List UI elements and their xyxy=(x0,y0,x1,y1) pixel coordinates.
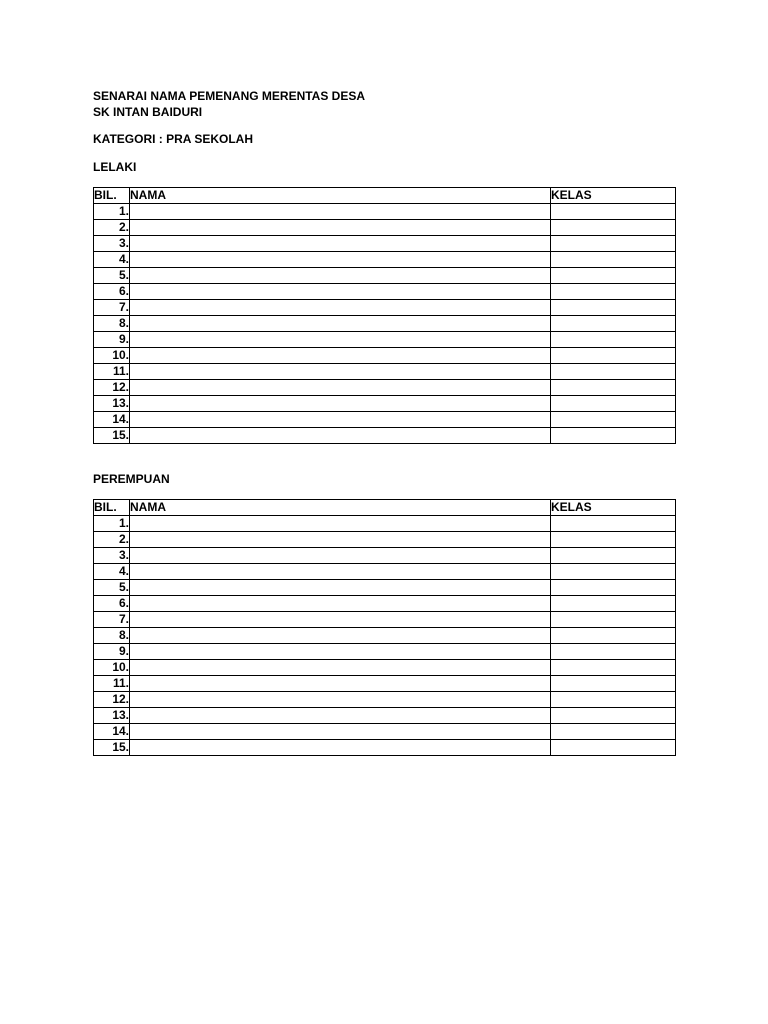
class-cell xyxy=(551,412,676,428)
name-cell xyxy=(130,580,551,596)
row-number-cell: 3. xyxy=(94,548,130,564)
table-row xyxy=(94,412,676,428)
class-cell xyxy=(551,692,676,708)
row-number-cell: 5. xyxy=(94,268,130,284)
class-cell xyxy=(551,300,676,316)
column-header-nama: NAMA xyxy=(130,500,551,516)
name-cell xyxy=(130,284,551,300)
row-number-cell: 9. xyxy=(94,644,130,660)
name-cell xyxy=(130,612,551,628)
table-row xyxy=(94,316,676,332)
row-number-cell: 13. xyxy=(94,708,130,724)
row-number-cell: 8. xyxy=(94,628,130,644)
name-cell xyxy=(130,252,551,268)
name-cell xyxy=(130,220,551,236)
row-number-cell: 4. xyxy=(94,564,130,580)
table-row xyxy=(94,252,676,268)
name-cell xyxy=(130,348,551,364)
class-cell xyxy=(551,580,676,596)
document-page xyxy=(93,88,675,756)
table-row xyxy=(94,236,676,252)
name-cell xyxy=(130,396,551,412)
column-header-bil: BIL. xyxy=(94,500,130,516)
table-row xyxy=(94,628,676,644)
table-row xyxy=(94,300,676,316)
row-number-cell: 6. xyxy=(94,284,130,300)
class-cell xyxy=(551,708,676,724)
name-cell xyxy=(130,596,551,612)
name-cell xyxy=(130,628,551,644)
table-body xyxy=(94,516,676,756)
class-cell xyxy=(551,220,676,236)
row-number-cell: 14. xyxy=(94,724,130,740)
class-cell xyxy=(551,284,676,300)
name-cell xyxy=(130,708,551,724)
name-cell xyxy=(130,204,551,220)
row-number-cell: 7. xyxy=(94,300,130,316)
class-cell xyxy=(551,204,676,220)
table-row xyxy=(94,284,676,300)
class-cell xyxy=(551,396,676,412)
category-label: KATEGORI : PRA SEKOLAH xyxy=(93,132,254,146)
row-number-cell: 14. xyxy=(94,412,130,428)
table-row xyxy=(94,268,676,284)
class-cell xyxy=(551,564,676,580)
class-cell xyxy=(551,596,676,612)
document-title: SENARAI NAMA PEMENANG MERENTAS DESA xyxy=(93,89,366,103)
row-number-cell: 12. xyxy=(94,380,130,396)
class-cell xyxy=(551,252,676,268)
column-header-bil: BIL. xyxy=(94,188,130,204)
class-cell xyxy=(551,428,676,444)
class-cell xyxy=(551,612,676,628)
table-row xyxy=(94,516,676,532)
row-number-cell: 7. xyxy=(94,612,130,628)
name-cell xyxy=(130,412,551,428)
row-number-cell: 12. xyxy=(94,692,130,708)
table-row xyxy=(94,332,676,348)
row-number-cell: 2. xyxy=(94,220,130,236)
table-row xyxy=(94,380,676,396)
table-row xyxy=(94,396,676,412)
name-cell xyxy=(130,724,551,740)
table-row xyxy=(94,564,676,580)
class-cell xyxy=(551,364,676,380)
class-cell xyxy=(551,348,676,364)
name-cell xyxy=(130,692,551,708)
class-cell xyxy=(551,724,676,740)
winners-table-perempuan xyxy=(93,499,676,756)
table-row xyxy=(94,348,676,364)
class-cell xyxy=(551,332,676,348)
class-cell xyxy=(551,236,676,252)
class-cell xyxy=(551,676,676,692)
table-header-row xyxy=(94,188,676,204)
class-cell xyxy=(551,316,676,332)
name-cell xyxy=(130,316,551,332)
class-cell xyxy=(551,548,676,564)
name-cell xyxy=(130,428,551,444)
name-cell xyxy=(130,516,551,532)
winners-table-lelaki xyxy=(93,187,676,444)
name-cell xyxy=(130,236,551,252)
column-header-nama: NAMA xyxy=(130,188,551,204)
table-row xyxy=(94,220,676,236)
table-row xyxy=(94,204,676,220)
table-row xyxy=(94,612,676,628)
row-number-cell: 3. xyxy=(94,236,130,252)
row-number-cell: 10. xyxy=(94,348,130,364)
table-row xyxy=(94,708,676,724)
name-cell xyxy=(130,332,551,348)
row-number-cell: 8. xyxy=(94,316,130,332)
class-cell xyxy=(551,740,676,756)
table-row xyxy=(94,676,676,692)
table-row xyxy=(94,596,676,612)
class-cell xyxy=(551,644,676,660)
table-row xyxy=(94,740,676,756)
row-number-cell: 9. xyxy=(94,332,130,348)
row-number-cell: 6. xyxy=(94,596,130,612)
name-cell xyxy=(130,300,551,316)
table-row xyxy=(94,660,676,676)
table-row xyxy=(94,428,676,444)
class-cell xyxy=(551,532,676,548)
table-row xyxy=(94,548,676,564)
row-number-cell: 2. xyxy=(94,532,130,548)
table-row xyxy=(94,692,676,708)
section-heading-lelaki: LELAKI xyxy=(93,160,137,174)
table-row xyxy=(94,532,676,548)
row-number-cell: 1. xyxy=(94,204,130,220)
row-number-cell: 11. xyxy=(94,364,130,380)
name-cell xyxy=(130,676,551,692)
row-number-cell: 5. xyxy=(94,580,130,596)
class-cell xyxy=(551,628,676,644)
name-cell xyxy=(130,364,551,380)
row-number-cell: 4. xyxy=(94,252,130,268)
row-number-cell: 13. xyxy=(94,396,130,412)
name-cell xyxy=(130,548,551,564)
table-row xyxy=(94,580,676,596)
name-cell xyxy=(130,740,551,756)
row-number-cell: 1. xyxy=(94,516,130,532)
name-cell xyxy=(130,380,551,396)
class-cell xyxy=(551,516,676,532)
class-cell xyxy=(551,268,676,284)
school-name: SK INTAN BAIDURI xyxy=(93,105,203,119)
section-heading-perempuan: PEREMPUAN xyxy=(93,472,170,486)
name-cell xyxy=(130,268,551,284)
name-cell xyxy=(130,564,551,580)
table-row xyxy=(94,724,676,740)
name-cell xyxy=(130,660,551,676)
row-number-cell: 15. xyxy=(94,428,130,444)
name-cell xyxy=(130,532,551,548)
column-header-kelas: KELAS xyxy=(551,188,676,204)
table-row xyxy=(94,644,676,660)
row-number-cell: 15. xyxy=(94,740,130,756)
name-cell xyxy=(130,644,551,660)
row-number-cell: 10. xyxy=(94,660,130,676)
class-cell xyxy=(551,380,676,396)
table-body xyxy=(94,204,676,444)
class-cell xyxy=(551,660,676,676)
table-row xyxy=(94,364,676,380)
row-number-cell: 11. xyxy=(94,676,130,692)
table-header-row xyxy=(94,500,676,516)
column-header-kelas: KELAS xyxy=(551,500,676,516)
